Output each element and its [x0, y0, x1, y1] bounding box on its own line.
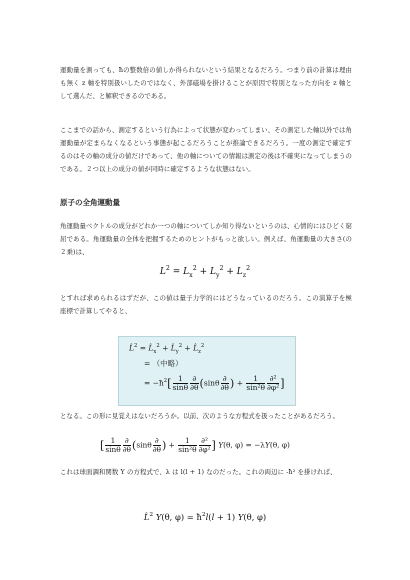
- paragraph-3: 角運動量ベクトルの成分がどれか一つの軸についてしか知り得ないというのは、心情的にはひどく窮屈である。角運動量の全体を把握するためのヒントがもっと欲しい。例えば、角運動量の大きさ(の２乗)は、: [60, 222, 352, 256]
- equation-1-text: $L^2 = L_x^2 + L_y^2 + L_z^2$: [159, 265, 251, 279]
- highlighted-equation-box: [118, 336, 296, 406]
- box-row-3: = $-ħ^2$[ $\frac{1}{\sin\theta}$ $\frac{\partial}{\partial\theta}$ (sinθ $\frac{\partial}{\partial\theta}$ ) + $\frac{1}{\text{sin²θ}}$ $\frac{\text{∂²}}{\text{∂φ²}}$ ]: [144, 374, 285, 392]
- box-row-1: L̂$^2$ = $L̂_x^2$ + $L̂_y^2$ + $L̂_z^2$: [129, 343, 205, 355]
- equation-eigenvalue: L̂$^2$ Y(θ, $\varphi) = ħ^2l(l + 1)$ Y(θ, φ): [143, 512, 267, 522]
- equation-spherical-harmonics: [ $\frac{1}{\sin\theta}$ $\frac{\partial}{\partial\theta}$ (sinθ $\frac{\partial}{\partial\theta}$ ) + $\frac{1}{\text{sin²θ}}$ $\frac{\text{∂²}}{\text{∂φ²}}$ ] Y(θ, φ) = −λY(θ, φ): [100, 436, 290, 454]
- section-heading: 原子の全角運動量: [60, 198, 120, 207]
- box-row-2: = （中略）: [144, 359, 183, 368]
- paragraph-4: とすれば求められるはずだが、この値は量子力学的にはどうなっているのだろう。この演算子を極座標で計算してやると、: [60, 294, 352, 315]
- paragraph-6: これは球面調和関数 Y の方程式で、λ は l(l + 1) なのだった。これの両辺に -ħ² を掛ければ、: [60, 468, 337, 476]
- paragraph-1: 運動量を測っても、ħの整数倍の値しか得られないという結果となるだろう。つまり前の計算は理由も無く z 軸を特別扱いしたのではなく、外部磁場を掛けることが原因で特別となった方向を z 軸として選んだ、と解釈できるのである。: [60, 66, 352, 100]
- paragraph-5: となる。この形に見覚えはないだろうか。以前、次のような方程式を扱ったことがあるだろう。: [60, 412, 340, 420]
- paragraph-2: ここまでの話から、測定するという行為によって状態が変わってしまい、その測定した軸以外では角運動量が定まらなくなるという事態が起こるだろうことが推論できるだろう。一度の測定で確定するのはその軸の成分の値だけであって、他の軸についての情報は測定の後は不確実になってしまうのである。２つ以上の成分の値が同時に確定するような状態はない。: [60, 126, 353, 173]
- equation-angular-momentum-magnitude: [0, 265, 410, 279]
